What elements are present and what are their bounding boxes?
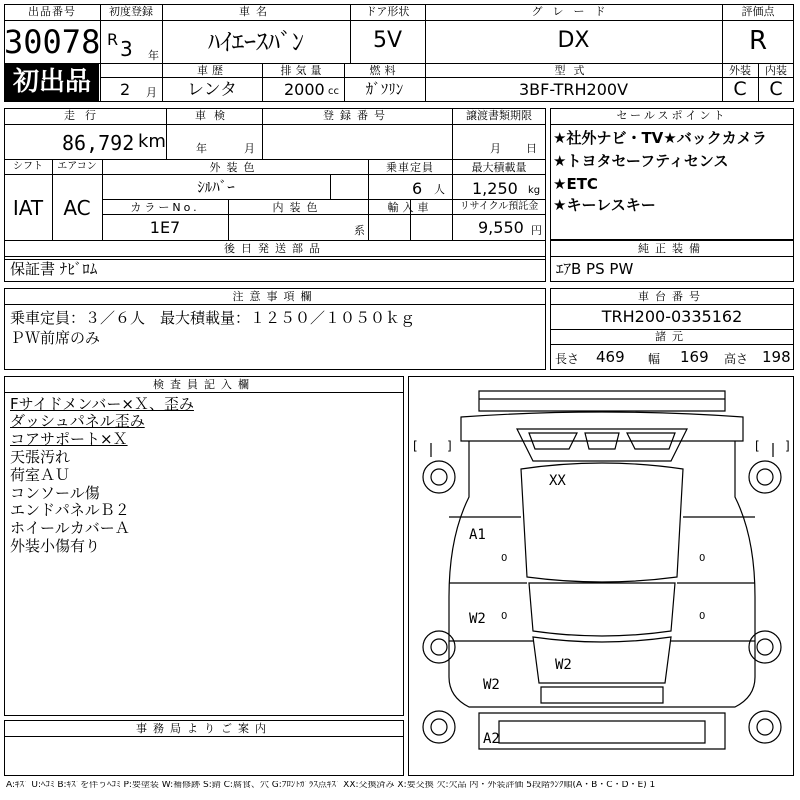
sales-point-4: ★キーレスキー: [553, 196, 656, 214]
exterior-color-label: 外装色: [209, 161, 261, 174]
mark-zero-2: 0: [699, 553, 706, 564]
interior-label: 内装: [765, 64, 787, 77]
inspector-line-1: Fサイドメンバー×Ｘ、歪み: [10, 395, 194, 413]
inspection-label: 車検: [195, 109, 233, 122]
equipment-label: 純正装備: [638, 242, 706, 255]
mark-w2-left: W2: [469, 611, 486, 627]
inspector-line-9: 外装小傷有り: [10, 537, 101, 555]
grade-label: グレード: [531, 5, 616, 18]
reg-year: 3: [120, 37, 133, 61]
inspector-label: 検査員記入欄: [153, 378, 255, 391]
sales-points-block: [550, 108, 794, 240]
lot-number-label: 出品番号: [28, 5, 76, 18]
notes-label: 注意事項欄: [232, 290, 318, 303]
bracket-right-open: [: [755, 439, 760, 453]
bracket-left-open: [: [413, 439, 418, 453]
inspector-line-2: ダッシュパネル歪み: [10, 412, 145, 430]
max-load: 1,250: [472, 179, 518, 198]
inspection-year-unit: 年: [196, 142, 207, 155]
mark-a1: A1: [469, 527, 486, 543]
mileage-label: 走行: [64, 109, 106, 122]
notes-line-1: 乗車定員：３／６人 最大積載量：１２５０／１０５０ｋｇ: [10, 309, 416, 327]
height: 198: [762, 348, 791, 366]
max-load-unit: kg: [528, 185, 541, 196]
capacity-label: 乗車定員: [386, 161, 434, 174]
inspector-line-4: 天張汚れ: [10, 448, 71, 466]
length-label: 長さ: [555, 352, 580, 366]
sales-point-1: ★社外ナビ・TV★バックカメラ: [553, 129, 767, 147]
model-code: 3BF-TRH200V: [518, 80, 629, 99]
grade: DX: [557, 28, 590, 53]
score: R: [748, 26, 768, 56]
reg-year-unit-2: 年: [148, 49, 159, 62]
equipment-value: ｴｱB PS PW: [556, 260, 634, 278]
dimensions-label: 諸元: [655, 330, 689, 343]
inspector-line-8: ホイールカバーＡ: [10, 519, 130, 537]
sales-point-2: ★トヨタセーフティセンス: [553, 152, 729, 170]
first-listing-badge: 初出品: [5, 64, 99, 101]
inspector-line-7: エンドパネルＢ２: [10, 501, 130, 519]
reg-era: R: [107, 30, 119, 49]
aftership-parts: 保証書 ﾅﾋﾞﾛﾑ: [10, 260, 98, 278]
car-name: ﾊｲｴｰｽﾊﾞﾝ: [208, 28, 304, 56]
transfer-month-unit: 月: [490, 142, 501, 155]
interior-color-unit: 系: [354, 224, 365, 237]
exterior-label: 外装: [729, 64, 751, 77]
chassis-label: 車台番号: [638, 290, 706, 303]
mileage: 86,792: [62, 131, 135, 155]
displacement-label: 排気量: [280, 64, 326, 77]
color-number: 1E7: [149, 218, 181, 237]
chassis-number: TRH200-0335162: [601, 307, 743, 326]
capacity-unit: 人: [434, 183, 445, 196]
inspector-line-6: コンソール傷: [10, 484, 100, 502]
recycle-fee: 9,550: [478, 218, 524, 237]
width: 169: [680, 348, 709, 366]
notes-line-2: ＰＷ前席のみ: [10, 329, 101, 347]
capacity: 6: [412, 179, 423, 198]
interior-grade: C: [769, 78, 783, 100]
car-history: レンタ: [187, 80, 237, 100]
sales-points-label: セールスポイント: [616, 109, 728, 122]
lot-number: 30078: [4, 23, 101, 61]
air-conditioner: AC: [63, 196, 91, 220]
damage-legend: A:ｷｽﾞ U:ﾍｺﾐ B:ｷｽﾞを伴うﾍｺﾐ P:要塗装 W:補修跡 S:錆 C:腐食、穴 G:ﾌﾛﾝﾄｶﾞﾗｽ点ｷｽﾞ XX:交換済み X:要交換 欠:欠品 内・外装評価 5段階ﾗﾝｸ順(A・B・C・D・E) 1: [6, 781, 656, 790]
aftership-label: 後日発送部品: [224, 242, 326, 255]
recycle-label: リサイクル預託金: [459, 201, 539, 212]
door-label: ドア形状: [365, 5, 410, 18]
mark-a2: A2: [483, 731, 500, 747]
mark-zero-3: 0: [501, 611, 508, 622]
ac-label: エアコン: [57, 161, 97, 172]
car-name-label: 車名: [239, 5, 273, 18]
displacement: 2000: [284, 80, 325, 99]
first-reg-label: 初度登録: [109, 5, 153, 18]
door-type: 5V: [372, 28, 403, 53]
displacement-unit: cc: [328, 86, 339, 97]
recycle-fee-unit: 円: [531, 224, 542, 237]
office-label: 事務局よりご案内: [136, 722, 272, 735]
fuel-label: 燃料: [369, 64, 400, 77]
inspection-month-unit: 月: [244, 142, 255, 155]
exterior-grade: C: [733, 78, 747, 100]
exterior-color: ｼﾙﾊﾞｰ: [197, 178, 235, 196]
inspector-line-3: コアサポート×Ｘ: [10, 430, 128, 448]
shift: IAT: [12, 196, 44, 220]
mark-xx: XX: [549, 473, 566, 489]
damage-diagram: [408, 376, 794, 776]
fuel: ｶﾞｿﾘﾝ: [365, 80, 404, 98]
mark-w2-center: W2: [555, 657, 572, 673]
bracket-right-close: ]: [785, 439, 790, 453]
mileage-unit: km: [138, 131, 166, 152]
width-label: 幅: [648, 352, 661, 366]
reg-month-unit: 月: [146, 86, 157, 99]
reg-month: 2: [120, 80, 131, 99]
plate-label: 登録番号: [323, 109, 391, 122]
color-number-label: カラーNo.: [130, 201, 200, 214]
transfer-day-unit: 日: [526, 142, 537, 155]
max-load-label: 最大積載量: [471, 161, 527, 174]
transfer-label: 譲渡書類期限: [466, 109, 532, 122]
bracket-left-close: ]: [447, 439, 452, 453]
score-label: 評価点: [741, 5, 775, 18]
import-label: 輸入車: [387, 201, 433, 214]
mark-zero-4: 0: [699, 611, 706, 622]
length: 469: [596, 348, 625, 366]
mark-zero-1: 0: [501, 553, 508, 564]
mark-w2-rear: W2: [483, 677, 500, 693]
interior-color-label: 内装色: [272, 201, 324, 214]
height-label: 高さ: [724, 352, 749, 366]
history-label: 車歴: [197, 64, 227, 77]
inspector-line-5: 荷室ＡＵ: [10, 466, 71, 484]
shift-label: シフト: [13, 161, 43, 172]
sales-point-3: ★ETC: [553, 175, 598, 193]
model-label: 型式: [554, 64, 593, 77]
